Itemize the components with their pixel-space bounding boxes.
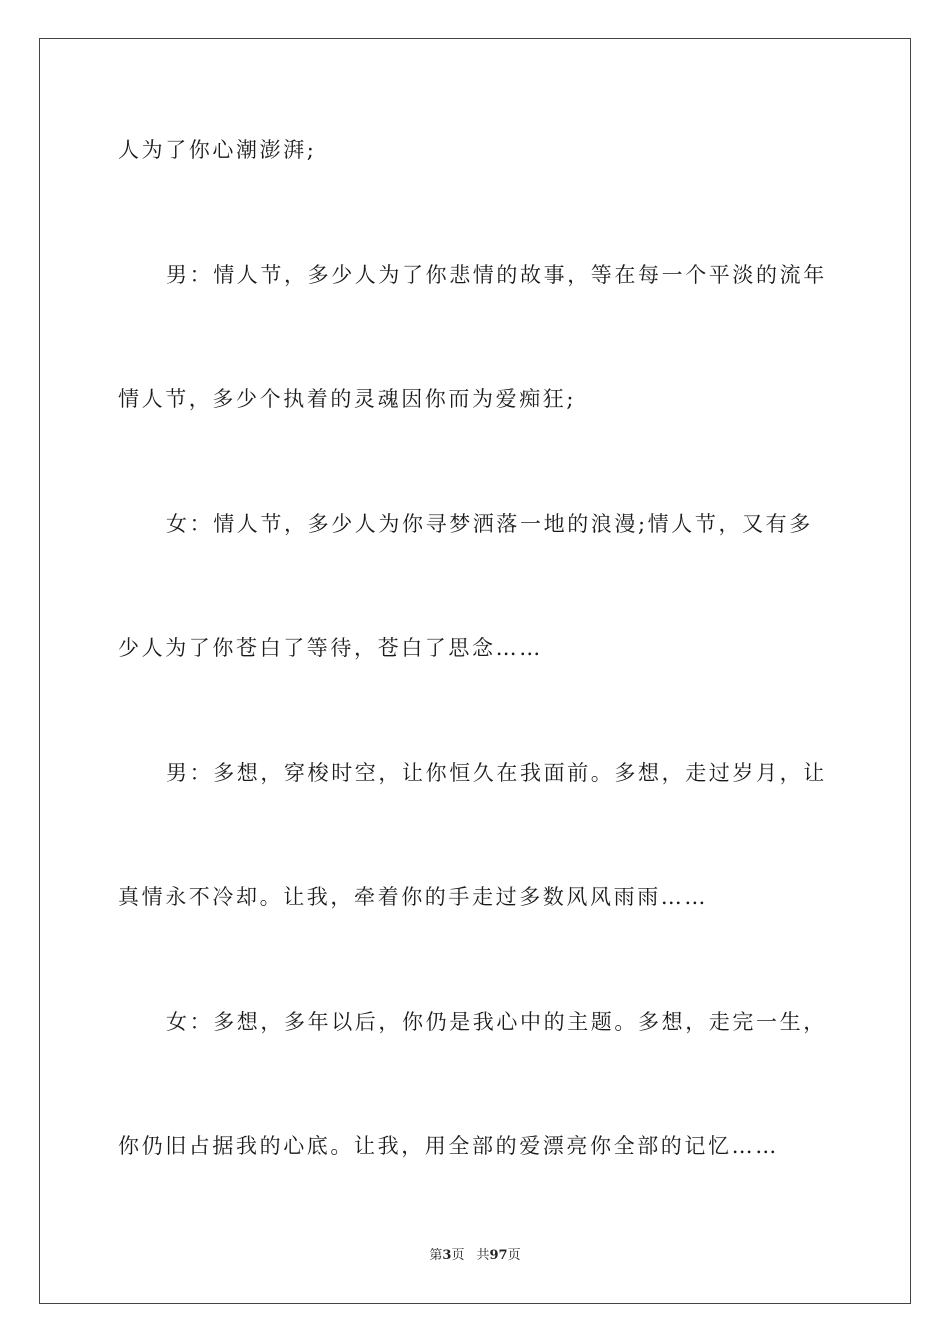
footer-total-prefix: 共 xyxy=(476,1248,490,1263)
footer-page-suffix: 页 xyxy=(451,1248,465,1263)
text-line-7: 真情永不冷却。让我，牵着你的手走过多数风风雨雨…… xyxy=(118,885,708,909)
footer-page-current: 3 xyxy=(442,1248,452,1263)
footer-page-prefix: 第 xyxy=(429,1248,443,1263)
text-line-9: 你仍旧占据我的心底。让我，用全部的爱漂亮你全部的记忆…… xyxy=(118,1134,779,1158)
text-line-6: 男：多想，穿梭时空，让你恒久在我面前。多想，走过岁月，让 xyxy=(166,761,827,785)
footer-page-total: 97 xyxy=(489,1248,508,1263)
page-footer xyxy=(0,1247,950,1265)
text-line-4: 女：情人节，多少人为你寻梦洒落一地的浪漫;情人节，又有多 xyxy=(166,512,813,536)
text-line-5: 少人为了你苍白了等待，苍白了思念…… xyxy=(118,636,543,660)
footer-total-suffix: 页 xyxy=(507,1248,521,1263)
text-line-8: 女：多想，多年以后，你仍是我心中的主题。多想，走完一生， xyxy=(166,1010,827,1034)
text-line-1: 人为了你心潮澎湃; xyxy=(118,138,317,162)
text-line-2: 男：情人节，多少人为了你悲情的故事，等在每一个平淡的流年 xyxy=(166,263,827,287)
page-frame xyxy=(39,38,911,1304)
text-line-3: 情人节，多少个执着的灵魂因你而为爱痴狂; xyxy=(118,387,577,411)
